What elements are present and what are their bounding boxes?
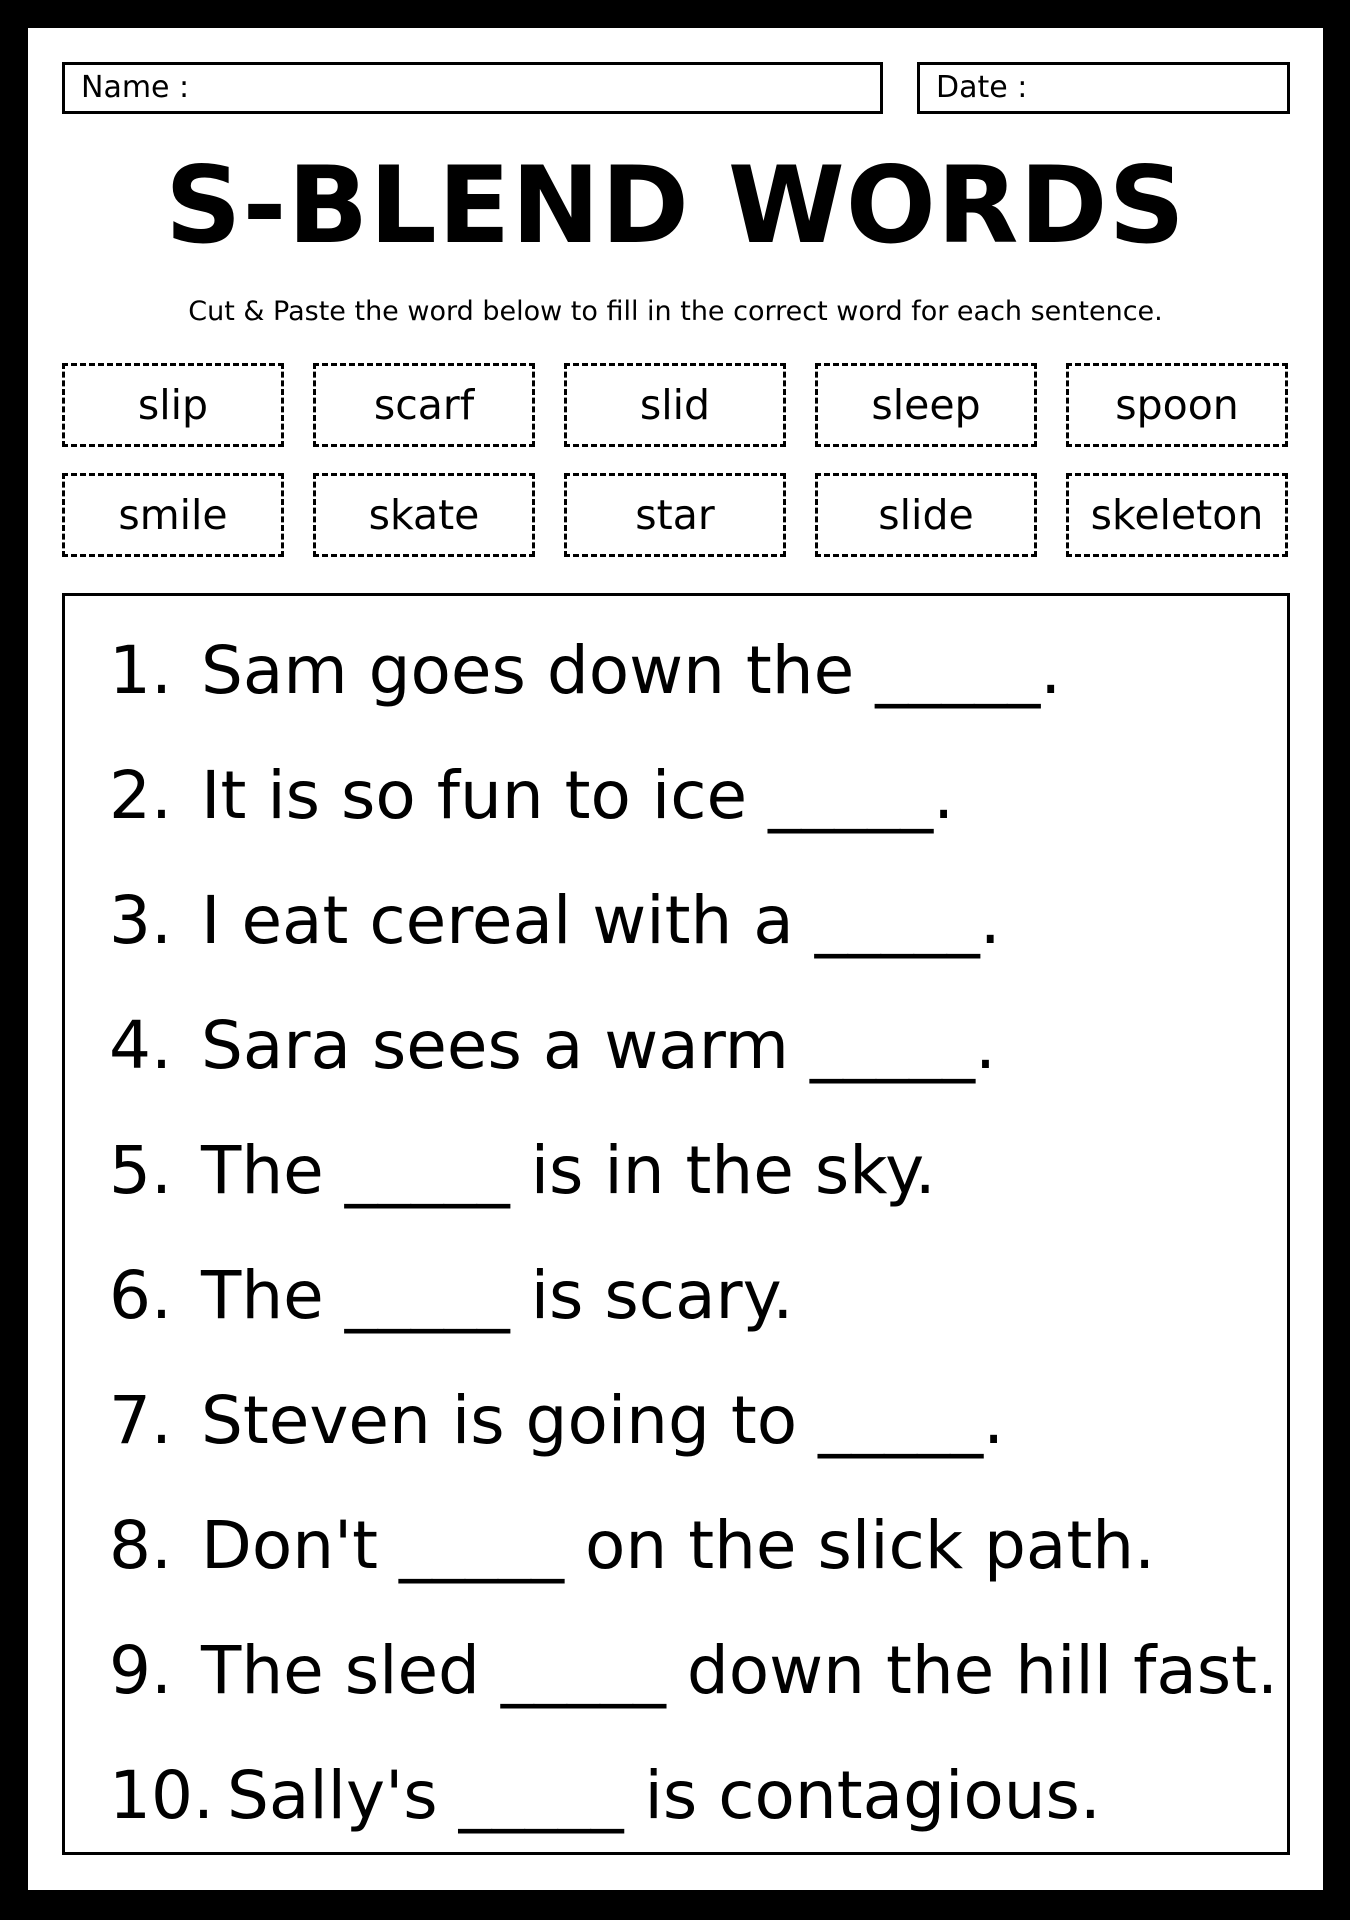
sentence-number: 5.: [109, 1132, 172, 1209]
word-tile-scarf[interactable]: scarf: [313, 363, 535, 447]
word-tile-smile[interactable]: smile: [62, 473, 284, 557]
sentence-number: 4.: [109, 1007, 172, 1084]
sentence-text: It is so fun to ice _____.: [201, 757, 955, 834]
sentence-2: [109, 751, 954, 841]
sentence-number: 8.: [109, 1507, 172, 1584]
worksheet-title: S-BLEND WORDS: [165, 144, 1186, 267]
sentence-6: [109, 1251, 793, 1341]
sentence-7: [109, 1376, 1004, 1466]
sentence-number: 9.: [109, 1632, 172, 1709]
sentence-text: Sam goes down the _____.: [201, 632, 1062, 709]
date-label: Date :: [936, 70, 1028, 105]
word-tile-skeleton[interactable]: skeleton: [1066, 473, 1288, 557]
word-tile-slide[interactable]: slide: [815, 473, 1037, 557]
sentence-4: [109, 1001, 996, 1091]
sentence-number: 2.: [109, 757, 172, 834]
word-tile-spoon[interactable]: spoon: [1066, 363, 1288, 447]
sentence-text: The sled _____ down the hill fast.: [201, 1632, 1279, 1709]
sentence-text: Sara sees a warm _____.: [201, 1007, 996, 1084]
worksheet-page: [28, 28, 1323, 1890]
word-tile-star[interactable]: star: [564, 473, 786, 557]
sentence-number: 10.: [109, 1757, 214, 1834]
sentences-box: [62, 593, 1290, 1855]
sentence-text: The _____ is scary.: [201, 1257, 794, 1334]
word-tile-sleep[interactable]: sleep: [815, 363, 1037, 447]
sentence-5: [109, 1126, 936, 1216]
sentence-8: [109, 1501, 1155, 1591]
word-tile-slid[interactable]: slid: [564, 363, 786, 447]
sentence-number: 6.: [109, 1257, 172, 1334]
sentence-text: Sally's _____ is contagious.: [227, 1757, 1101, 1834]
sentence-1: [109, 626, 1061, 716]
sentence-number: 7.: [109, 1382, 172, 1459]
name-field[interactable]: [62, 62, 883, 114]
sentence-text: Steven is going to _____.: [201, 1382, 1005, 1459]
word-bank: [62, 363, 1290, 563]
word-tile-slip[interactable]: slip: [62, 363, 284, 447]
date-field[interactable]: [917, 62, 1290, 114]
sentence-10: [109, 1751, 1101, 1841]
instructions-text: Cut & Paste the word below to fill in the correct word for each sentence.: [188, 296, 1163, 327]
sentence-text: I eat cereal with a _____.: [201, 882, 1001, 959]
word-tile-skate[interactable]: skate: [313, 473, 535, 557]
sentence-text: The _____ is in the sky.: [201, 1132, 936, 1209]
sentence-9: [109, 1626, 1278, 1716]
sentence-number: 3.: [109, 882, 172, 959]
name-label: Name :: [81, 70, 190, 105]
sentence-3: [109, 876, 1001, 966]
sentence-text: Don't _____ on the slick path.: [201, 1507, 1156, 1584]
sentence-number: 1.: [109, 632, 172, 709]
